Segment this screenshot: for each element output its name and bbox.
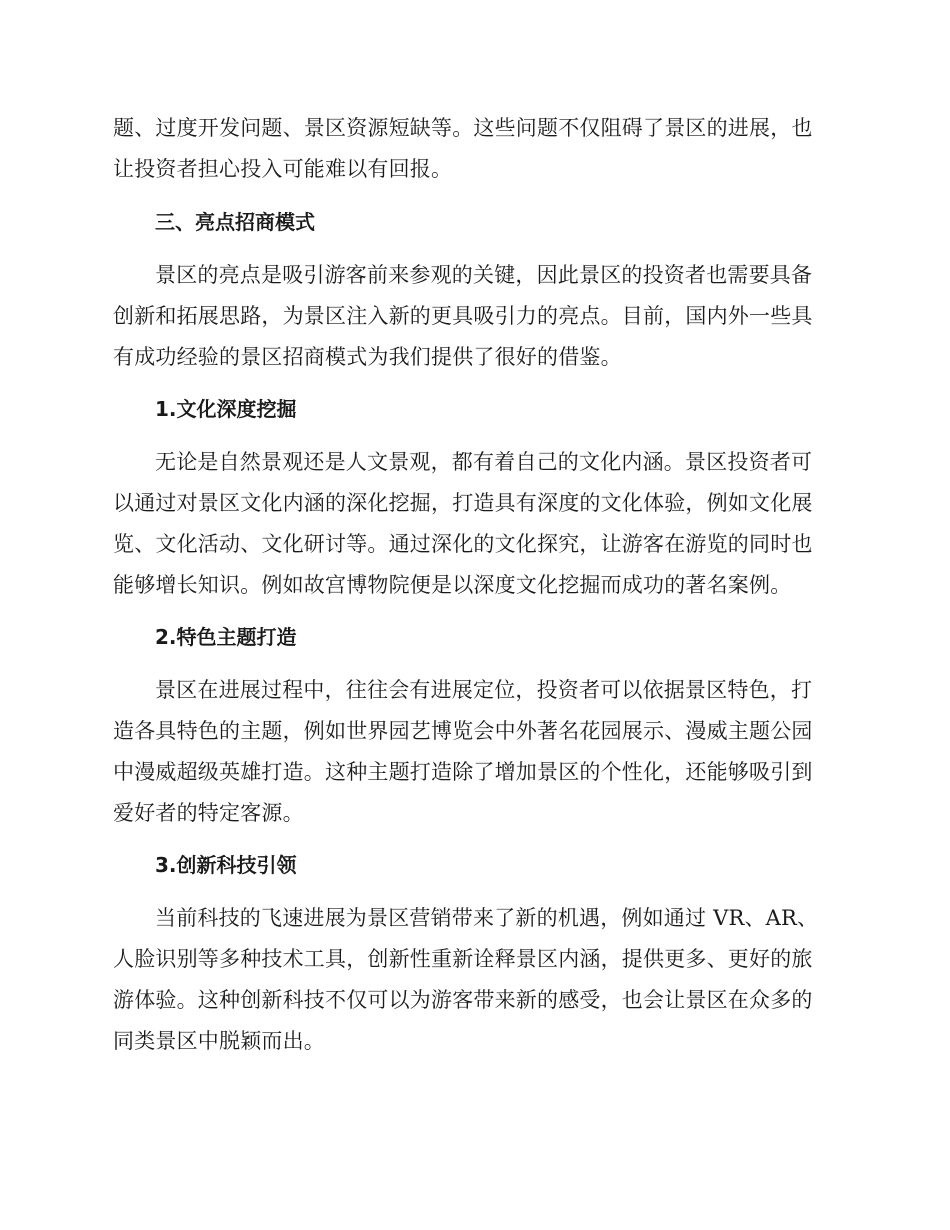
text-line: 造各具特色的主题，例如世界园艺博览会中外著名花园展示、漫威主题公园 <box>113 719 813 743</box>
subsection-heading: 1.文化深度挖掘 <box>155 397 297 421</box>
paragraph-continuation <box>113 108 831 190</box>
section-heading: 三、亮点招商模式 <box>155 210 315 234</box>
text-line: 游体验。这种创新科技不仅可以为游客带来新的感受，也会让景区在众多的 <box>113 988 813 1012</box>
text-line: 同类景区中脱颖而出。 <box>113 1029 325 1053</box>
text-line: 爱好者的特定客源。 <box>113 801 304 825</box>
text-line: 景区在进展过程中，往往会有进展定位，投资者可以依据景区特色，打 <box>155 678 813 702</box>
subsection-heading: 3.创新科技引领 <box>155 853 297 877</box>
text-line: 中漫威超级英雄打造。这种主题打造除了增加景区的个性化，还能够吸引到 <box>113 760 813 784</box>
subsection-heading: 2.特色主题打造 <box>155 625 297 649</box>
text-line: 景区的亮点是吸引游客前来参观的关键，因此景区的投资者也需要具备 <box>155 263 813 287</box>
text-line: 有成功经验的景区招商模式为我们提供了很好的借鉴。 <box>113 345 622 369</box>
text-line: 能够增长知识。例如故宫博物院便是以深度文化挖掘而成功的著名案例。 <box>113 573 792 597</box>
paragraph-technology <box>113 898 831 1062</box>
paragraph-culture <box>113 442 831 606</box>
text-line: 览、文化活动、文化研讨等。通过深化的文化探究，让游客在游览的同时也 <box>113 532 813 556</box>
paragraph-highlights-intro <box>113 255 831 378</box>
text-line: 当前科技的飞速进展为景区营销带来了新的机遇，例如通过 VR、AR、 <box>155 906 819 930</box>
text-line: 让投资者担心投入可能难以有回报。 <box>113 157 453 181</box>
text-line: 以通过对景区文化内涵的深化挖掘，打造具有深度的文化体验，例如文化展 <box>113 491 813 515</box>
text-line: 创新和拓展思路，为景区注入新的更具吸引力的亮点。目前，国内外一些具 <box>113 304 813 328</box>
text-line: 人脸识别等多种技术工具，创新性重新诠释景区内涵，提供更多、更好的旅 <box>113 947 813 971</box>
document-body <box>113 108 831 1073</box>
text-line: 无论是自然景观还是人文景观，都有着自己的文化内涵。景区投资者可 <box>155 450 813 474</box>
paragraph-theme <box>113 670 831 834</box>
text-line: 题、过度开发问题、景区资源短缺等。这些问题不仅阻碍了景区的进展，也 <box>113 116 813 140</box>
